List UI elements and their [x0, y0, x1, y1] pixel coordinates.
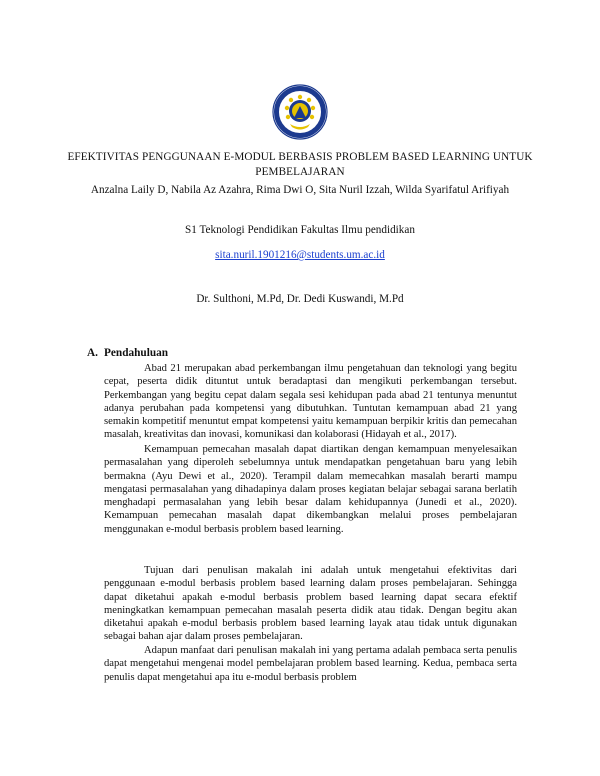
section-title: Pendahuluan — [104, 347, 169, 359]
university-logo-icon — [272, 84, 328, 140]
body-paragraph-2 — [104, 443, 517, 536]
body-paragraph-4 — [104, 644, 517, 684]
author-list: Anzalna Laily D, Nabila Az Azahra, Rima Dwi O, Sita Nuril Izzah, Wilda Syarifatul Arifiyah — [90, 184, 510, 196]
body-paragraph-1 — [104, 362, 517, 442]
paragraph-text: Tujuan dari penulisan makalah ini adalah untuk mengetahui efektivitas dari penggunaan e-modul berbasis problem based learning dalam proses pembelajaran. Sehingga dapat diketahui apakah e-modul berbasis problem based learning dapat secara efektif meningkatkan kemampuan pemecahan masalah peserta didik atau tidak. Dengan begitu akan diketahui apakah e-modul berbasis problem based learning layak atau tidak untuk digunakan sebagai bahan ajar dalam proses pembelajaran. — [104, 565, 517, 643]
paragraph-text: Adapun manfaat dari penulisan makalah ini yang pertama adalah pembaca serta penulis dapat mengetahui mengenai model pembelajaran problem based learning. Kedua, pembaca serta penulis dapat mengetahui apa itu e-modul berbasis problem — [104, 645, 517, 683]
paper-title: EFEKTIVITAS PENGGUNAAN E-MODUL BERBASIS PROBLEM BASED LEARNING UNTUK PEMBELAJARAN — [67, 151, 533, 178]
paragraph-text: Abad 21 merupakan abad perkembangan ilmu pengetahuan dan teknologi yang begitu cepat, peserta didik dituntut untuk beradaptasi dan mengikuti perkembangan tersebut. Perkembangan yang begitu cepat dalam segala sesi kehidupan pada abad 21 tentunya menuntut adanya perubahan pada kompetensi yang dibutuhkan. Tuntutan kemampuan abad 21 yang semakin kompetitif menuntut empat kompetensi yaitu kemampuan berpikir kritis dan pemecahan masalah, kreativitas dan inovasi, komunikasi dan kolaborasi (Hidayah et al., 2017). — [104, 363, 517, 441]
section-number: A. — [87, 347, 98, 359]
supervisor-list: Dr. Sulthoni, M.Pd, Dr. Dedi Kuswandi, M.Pd — [196, 293, 404, 305]
email-link[interactable]: sita.nuril.1901216@students.um.ac.id — [215, 249, 385, 261]
paragraph-text: Kemampuan pemecahan masalah dapat diartikan dengan kemampuan menyelesaikan permasalahan yang diperoleh sebelumnya untuk mendapatkan pengetahuan baru yang lebih bermakna (Ayu Dewi et al., 2020). Terampil dalam memecahkan masalah berarti mampu mengatasi permasalahan yang dihadapinya dalam proses kegiatan belajar sebagai sarana berlatih menghadapi permasalahan yang lebih besar dalam kehidupannya (Junedi et al., 2020). Kemampuan pemecahan masalah dapat dikembangkan melalui proses pembelajaran menggunakan e-modul berbasis problem based learning. — [104, 444, 517, 535]
department: S1 Teknologi Pendidikan Fakultas Ilmu pendidikan — [185, 224, 415, 236]
section-heading — [87, 347, 168, 359]
body-paragraph-3 — [104, 564, 517, 644]
